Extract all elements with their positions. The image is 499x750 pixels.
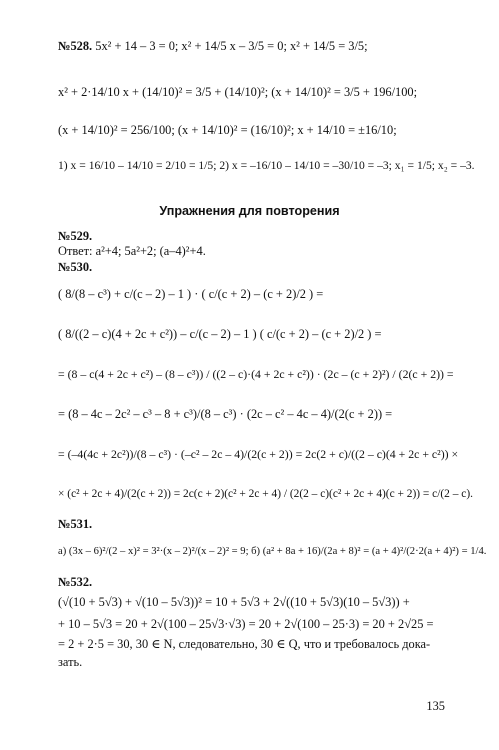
- problem-532-line-2: [58, 616, 433, 632]
- problem-529-number: [58, 228, 92, 244]
- problem-532-line-1: [58, 594, 410, 610]
- problem-528-line-4: [58, 158, 475, 174]
- problem-530-line-5: [58, 446, 458, 462]
- math-line: × (c² + 2c + 4)/(2(c + 2)) = 2c(c + 2)(c² + 2c + 4) / (2(2 – c)(c² + 2c + 4)(c + 2)) = c/(2 – c).: [58, 488, 473, 500]
- problem-528-line-2: [58, 84, 417, 100]
- math-line: = 2 + 2·5 = 30, 30 ∈ N, следовательно, 30 ∈ Q, что и требовалось дока-: [58, 637, 431, 651]
- math-line: = (–4(4c + 2c²))/(8 – c³) · (–c² – 2c – 4)/(2(c + 2)) = 2c(2 + c)/((2 – c)(4 + 2c + c²)) ×: [58, 447, 459, 461]
- problem-532-number: [58, 574, 92, 590]
- problem-531-line-1: [58, 544, 486, 560]
- math-line: 1) x = 16/10 – 14/10 = 2/10 = 1/5; 2) x = –16/10 – 14/10 = –30/10 = –3; x₁ = 1/5; x₂ = –3.: [58, 159, 475, 172]
- problem-number: №531.: [58, 517, 93, 531]
- problem-532-line-4: [58, 654, 82, 670]
- problem-number: №528.: [58, 39, 93, 53]
- math-line: ( 8/((2 – c)(4 + 2c + c²)) – c/(c – 2) – 1 ) ( c/(c + 2) – (c + 2)/2 ) =: [58, 327, 382, 341]
- math-line: Ответ: a²+4; 5a²+2; (a–4)²+4.: [58, 244, 206, 258]
- problem-530-number: [58, 259, 92, 275]
- math-line: (x + 14/10)² = 256/100; (x + 14/10)² = (16/10)²; x + 14/10 = ±16/10;: [58, 123, 397, 137]
- problem-530-line-4: [58, 406, 392, 422]
- problem-528-line-1: [58, 38, 368, 54]
- problem-531-number: [58, 516, 92, 532]
- problem-530-line-3: [58, 366, 454, 382]
- problem-530-line-6: [58, 486, 473, 502]
- problem-528-line-3: [58, 122, 397, 138]
- problem-532-line-3: [58, 636, 430, 652]
- problem-number: №530.: [58, 260, 93, 274]
- problem-number: №529.: [58, 229, 93, 243]
- math-line: ( 8/(8 – c³) + c/(c – 2) – 1 ) · ( c/(c + 2) – (c + 2)/2 ) =: [58, 287, 324, 301]
- math-line: x² + 2·14/10 x + (14/10)² = 3/5 + (14/10)²; (x + 14/10)² = 3/5 + 196/100;: [58, 85, 418, 99]
- math-line: (√(10 + 5√3) + √(10 – 5√3))² = 10 + 5√3 + 2√((10 + 5√3)(10 – 5√3)) +: [58, 595, 410, 609]
- problem-530-line-1: [58, 286, 323, 302]
- section-heading: Упражнения для повторения: [159, 204, 340, 218]
- math-line: зать.: [58, 655, 83, 669]
- math-line: = (8 – 4c – 2c² – c³ – 8 + c³)/(8 – c³) · (2c – c² – 4c – 4)/(2(c + 2)) =: [58, 407, 393, 421]
- problem-530-line-2: [58, 326, 382, 342]
- math-line: а) (3x – 6)²/(2 – x)² = 3²·(x – 2)²/(x – 2)² = 9; б) (a² + 8a + 16)/(2a + 8)² = (a + 4)²/(2·2(a + 4)²) = 1/4.: [58, 546, 487, 557]
- math-line: = (8 – c(4 + 2c + c²) – (8 – c³)) / ((2 – c)·(4 + 2c + c²)) · (2c – (c + 2)²) / (2(c + 2)) =: [58, 367, 454, 381]
- problem-529-answer: [58, 243, 206, 259]
- math-line: 5x² + 14 – 3 = 0; x² + 14/5 x – 3/5 = 0; x² + 14/5 = 3/5;: [95, 39, 368, 53]
- math-line: + 10 – 5√3 = 20 + 2√(100 – 25√3·√3) = 20 + 2√(100 – 25·3) = 20 + 2√25 =: [58, 617, 434, 631]
- problem-number: №532.: [58, 575, 93, 589]
- page-number: 135: [426, 699, 445, 713]
